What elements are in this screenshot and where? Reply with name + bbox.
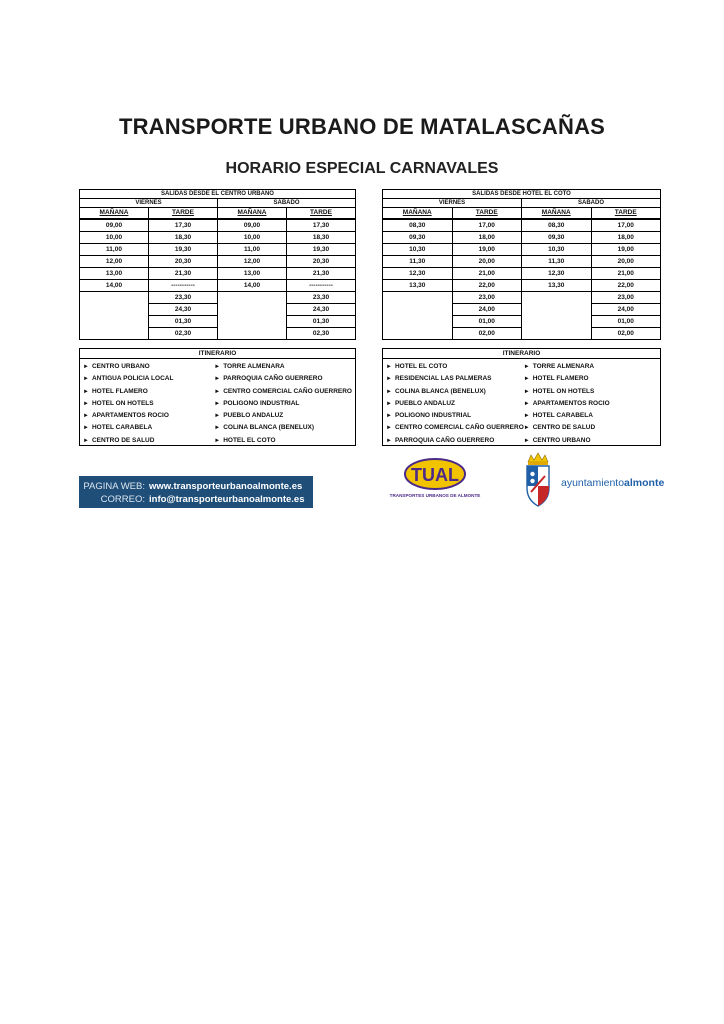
itinerary-stop <box>83 361 214 373</box>
table-cell: 24,00 <box>591 304 661 316</box>
email-link[interactable]: info@transporteurbanoalmonte.es <box>149 494 305 505</box>
schedule-table-centro-urbano <box>79 189 356 340</box>
table-cell: 01,30 <box>149 316 218 328</box>
website-line <box>79 480 313 493</box>
arrow-right-icon: ► <box>214 364 221 370</box>
itinerary-stop-label: CENTRO COMERCIAL CAÑO GUERRERO <box>394 424 524 432</box>
table-cell: 19,00 <box>452 244 522 256</box>
table-row <box>383 232 661 244</box>
table-cell: 21,30 <box>149 268 218 280</box>
itinerary-stop <box>524 386 657 398</box>
tual-logo <box>383 457 487 501</box>
itinerary-stop <box>83 386 214 398</box>
itinerary-column <box>386 361 524 447</box>
table-row <box>80 244 356 256</box>
itinerary-stop <box>386 361 524 373</box>
table-cell: 11,00 <box>80 244 149 256</box>
itinerary-column <box>524 361 657 447</box>
itinerary-stop-label: CENTRO COMERCIAL CAÑO GUERRERO <box>223 387 352 395</box>
email-line <box>79 493 313 506</box>
itinerary-stop-label: HOTEL ON HOTELS <box>532 387 595 395</box>
table-cell: 10,30 <box>383 244 453 256</box>
itinerary-stop-label: POLIGONO INDUSTRIAL <box>394 412 472 420</box>
arrow-right-icon: ► <box>214 425 221 432</box>
itinerary-stop <box>524 361 657 373</box>
table-row <box>80 292 356 304</box>
table-cell: 13,30 <box>383 280 453 292</box>
itinerary-stop <box>386 373 524 385</box>
arrow-right-icon: ► <box>214 388 221 395</box>
itinerary-stop <box>386 422 524 434</box>
column-header: MAÑANA <box>80 208 149 220</box>
itinerary-heading: ITINERARIO <box>80 349 355 359</box>
table-row <box>383 244 661 256</box>
table-cell: 18,30 <box>287 232 356 244</box>
arrow-right-icon: ► <box>386 388 392 395</box>
column-header: TARDE <box>287 208 356 220</box>
table-cell: 20,00 <box>591 256 661 268</box>
table-row <box>80 232 356 244</box>
table-cell: 22,00 <box>452 280 522 292</box>
table-cell: 13,00 <box>218 268 287 280</box>
arrow-right-icon: ► <box>214 413 221 420</box>
itinerary-stop-label: PARROQUIA CAÑO GUERRERO <box>394 436 495 444</box>
table-cell: 17,00 <box>452 219 522 232</box>
table-cell: 10,00 <box>80 232 149 244</box>
itinerary-stop-label: PUEBLO ANDALUZ <box>223 412 284 420</box>
itinerary-stop-label: TORRE ALMENARA <box>223 363 285 370</box>
itinerary-stop <box>214 386 352 398</box>
schedule-heading: SALIDAS DESDE EL CENTRO URBANO <box>80 190 356 199</box>
itinerary-stop <box>214 422 352 434</box>
itinerary-stop-label: HOTEL CARABELA <box>91 424 153 432</box>
table-cell: 17,30 <box>149 219 218 232</box>
table-cell: 17,00 <box>591 219 661 232</box>
arrow-right-icon: ► <box>523 388 530 395</box>
almonte-name: almonte <box>624 477 665 489</box>
table-cell: 12,30 <box>522 268 592 280</box>
itinerary-column <box>214 361 352 447</box>
table-cell: 11,00 <box>218 244 287 256</box>
itinerary-stop-label: CENTRO DE SALUD <box>91 436 155 444</box>
itinerary-stop <box>386 435 524 447</box>
table-cell: 18,30 <box>149 232 218 244</box>
itinerary-stop-label: HOTEL ON HOTELS <box>91 399 154 407</box>
table-cell: 13,30 <box>522 280 592 292</box>
itinerary-stop-label: COLINA BLANCA (BENELUX) <box>394 387 486 395</box>
arrow-right-icon: ► <box>214 400 221 407</box>
table-cell: 21,00 <box>591 268 661 280</box>
table-cell: 01,30 <box>287 316 356 328</box>
table-cell-empty <box>218 292 287 340</box>
itinerary-column <box>83 361 214 447</box>
table-cell-empty <box>522 292 592 340</box>
almonte-logo-text <box>561 477 664 489</box>
itinerary-stop <box>214 398 352 410</box>
itinerary-stop <box>83 435 214 447</box>
table-row <box>80 268 356 280</box>
table-row <box>80 280 356 292</box>
table-cell: 23,30 <box>149 292 218 304</box>
itinerary-stop <box>524 410 657 422</box>
arrow-right-icon: ► <box>523 413 530 420</box>
table-cell: 12,00 <box>218 256 287 268</box>
contact-box <box>79 476 313 508</box>
arrow-right-icon: ► <box>83 400 89 407</box>
website-label: PAGINA WEB: <box>83 481 145 492</box>
table-cell: 01,00 <box>452 316 522 328</box>
table-cell: ----------- <box>287 280 356 292</box>
column-header: MAÑANA <box>383 208 453 220</box>
column-header: MAÑANA <box>218 208 287 220</box>
table-cell: 08,30 <box>383 219 453 232</box>
arrow-right-icon: ► <box>83 376 89 383</box>
itinerary-stop <box>83 373 214 385</box>
table-cell: 20,00 <box>452 256 522 268</box>
email-label: CORREO: <box>100 494 145 505</box>
arrow-right-icon: ► <box>386 413 392 420</box>
table-cell: ----------- <box>149 280 218 292</box>
table-cell: 18,00 <box>452 232 522 244</box>
table-cell: 11,30 <box>522 256 592 268</box>
table-row <box>383 256 661 268</box>
schedule-heading: SALIDAS DESDE HOTEL EL COTO <box>383 190 661 199</box>
table-cell: 24,00 <box>452 304 522 316</box>
itinerary-stop <box>83 398 214 410</box>
table-cell: 21,00 <box>452 268 522 280</box>
itinerary-stop <box>83 410 214 422</box>
itinerary-stop <box>386 410 524 422</box>
arrow-right-icon: ► <box>523 364 530 370</box>
arrow-right-icon: ► <box>523 425 530 432</box>
itinerary-stop-label: HOTEL EL COTO <box>394 363 448 370</box>
table-cell: 02,30 <box>287 328 356 340</box>
arrow-right-icon: ► <box>386 437 392 444</box>
table-cell: 01,00 <box>591 316 661 328</box>
table-cell: 08,30 <box>522 219 592 232</box>
arrow-right-icon: ► <box>386 376 392 383</box>
tual-logo-mark: TUAL <box>411 465 459 485</box>
table-cell: 17,30 <box>287 219 356 232</box>
table-cell: 10,30 <box>522 244 592 256</box>
table-cell: 09,30 <box>522 232 592 244</box>
almonte-prefix: ayuntamiento <box>561 477 625 489</box>
day-header-saturday: SABADO <box>522 199 661 208</box>
table-cell: 23,00 <box>591 292 661 304</box>
itinerary-stop-label: HOTEL EL COTO <box>223 436 276 444</box>
table-cell: 14,00 <box>218 280 287 292</box>
itinerary-stop-label: RESIDENCIAL LAS PALMERAS <box>394 375 492 383</box>
table-cell: 13,00 <box>80 268 149 280</box>
day-header-saturday: SABADO <box>218 199 356 208</box>
table-row <box>80 219 356 232</box>
itinerary-box-centro-urbano <box>79 348 356 446</box>
table-cell: 02,00 <box>591 328 661 340</box>
itinerary-stop-label: COLINA BLANCA (BENELUX) <box>223 424 315 432</box>
table-cell: 24,30 <box>287 304 356 316</box>
arrow-right-icon: ► <box>83 364 89 370</box>
itinerary-stop-label: APARTAMENTOS ROCIO <box>532 399 610 407</box>
itinerary-stop <box>386 386 524 398</box>
table-cell: 14,00 <box>80 280 149 292</box>
itinerary-stop <box>83 422 214 434</box>
table-cell: 12,00 <box>80 256 149 268</box>
arrow-right-icon: ► <box>386 425 392 432</box>
day-header-friday: VIERNES <box>80 199 218 208</box>
table-cell: 23,00 <box>452 292 522 304</box>
itinerary-stop-label: ANTIGUA POLICIA LOCAL <box>91 375 174 383</box>
itinerary-stop-label: PUEBLO ANDALUZ <box>394 399 456 407</box>
column-header: MAÑANA <box>522 208 592 220</box>
table-cell: 09,30 <box>383 232 453 244</box>
table-cell: 19,30 <box>149 244 218 256</box>
table-cell-empty <box>80 292 149 340</box>
column-header: TARDE <box>149 208 218 220</box>
table-cell: 23,30 <box>287 292 356 304</box>
itinerary-stop <box>214 410 352 422</box>
table-cell: 19,00 <box>591 244 661 256</box>
itinerary-stop-label: POLIGONO INDUSTRIAL <box>223 399 300 407</box>
itinerary-stop <box>524 422 657 434</box>
itinerary-stop <box>214 373 352 385</box>
table-cell: 09,00 <box>80 219 149 232</box>
table-cell: 20,30 <box>287 256 356 268</box>
tual-logo-caption: TRANSPORTES URBANOS DE ALMONTE <box>389 493 481 498</box>
table-cell: 21,30 <box>287 268 356 280</box>
page-title: TRANSPORTE URBANO DE MATALASCAÑAS <box>118 114 606 139</box>
itinerary-stop-label: HOTEL FLAMERO <box>532 375 589 383</box>
table-cell: 19,30 <box>287 244 356 256</box>
itinerary-stop-label: CENTRO DE SALUD <box>532 424 596 432</box>
table-cell: 10,00 <box>218 232 287 244</box>
table-cell-empty <box>383 292 453 340</box>
table-cell: 12,30 <box>383 268 453 280</box>
arrow-right-icon: ► <box>214 437 221 444</box>
arrow-right-icon: ► <box>83 388 89 395</box>
itinerary-stop-label: PARROQUIA CAÑO GUERRERO <box>223 375 323 383</box>
itinerary-stop-label: APARTAMENTOS ROCIO <box>91 412 169 420</box>
table-cell: 11,30 <box>383 256 453 268</box>
table-cell: 02,30 <box>149 328 218 340</box>
table-row <box>383 219 661 232</box>
itinerary-box-hotel-el-coto <box>382 348 661 446</box>
itinerary-stop <box>524 398 657 410</box>
table-row <box>80 256 356 268</box>
arrow-right-icon: ► <box>523 400 530 407</box>
arrow-right-icon: ► <box>214 376 221 383</box>
arrow-right-icon: ► <box>83 437 89 444</box>
itinerary-stop-label: HOTEL CARABELA <box>532 412 593 420</box>
table-cell: 24,30 <box>149 304 218 316</box>
table-cell: 09,00 <box>218 219 287 232</box>
itinerary-stop <box>386 398 524 410</box>
column-header: TARDE <box>452 208 522 220</box>
itinerary-stop-label: CENTRO URBANO <box>532 436 591 444</box>
itinerary-stop-label: TORRE ALMENARA <box>532 363 595 370</box>
day-header-friday: VIERNES <box>383 199 522 208</box>
arrow-right-icon: ► <box>83 425 89 432</box>
table-cell: 22,00 <box>591 280 661 292</box>
arrow-right-icon: ► <box>523 376 530 383</box>
schedule-table-hotel-el-coto <box>382 189 661 340</box>
page-subtitle: HORARIO ESPECIAL CARNAVALES <box>225 160 499 177</box>
arrow-right-icon: ► <box>386 364 392 370</box>
arrow-right-icon: ► <box>523 437 530 444</box>
website-link[interactable]: www.transporteurbanoalmonte.es <box>149 481 303 492</box>
itinerary-stop-label: HOTEL FLAMERO <box>91 387 148 395</box>
table-row <box>383 280 661 292</box>
itinerary-stop <box>214 361 352 373</box>
table-cell: 18,00 <box>591 232 661 244</box>
table-cell: 02,00 <box>452 328 522 340</box>
arrow-right-icon: ► <box>83 413 89 420</box>
column-header: TARDE <box>591 208 661 220</box>
arrow-right-icon: ► <box>386 400 392 407</box>
itinerary-stop <box>524 373 657 385</box>
itinerary-heading: ITINERARIO <box>383 349 660 359</box>
itinerary-stop-label: CENTRO URBANO <box>91 363 150 370</box>
itinerary-stop <box>214 435 352 447</box>
table-row <box>383 268 661 280</box>
itinerary-stop <box>524 435 657 447</box>
table-cell: 20,30 <box>149 256 218 268</box>
table-row <box>383 292 661 304</box>
